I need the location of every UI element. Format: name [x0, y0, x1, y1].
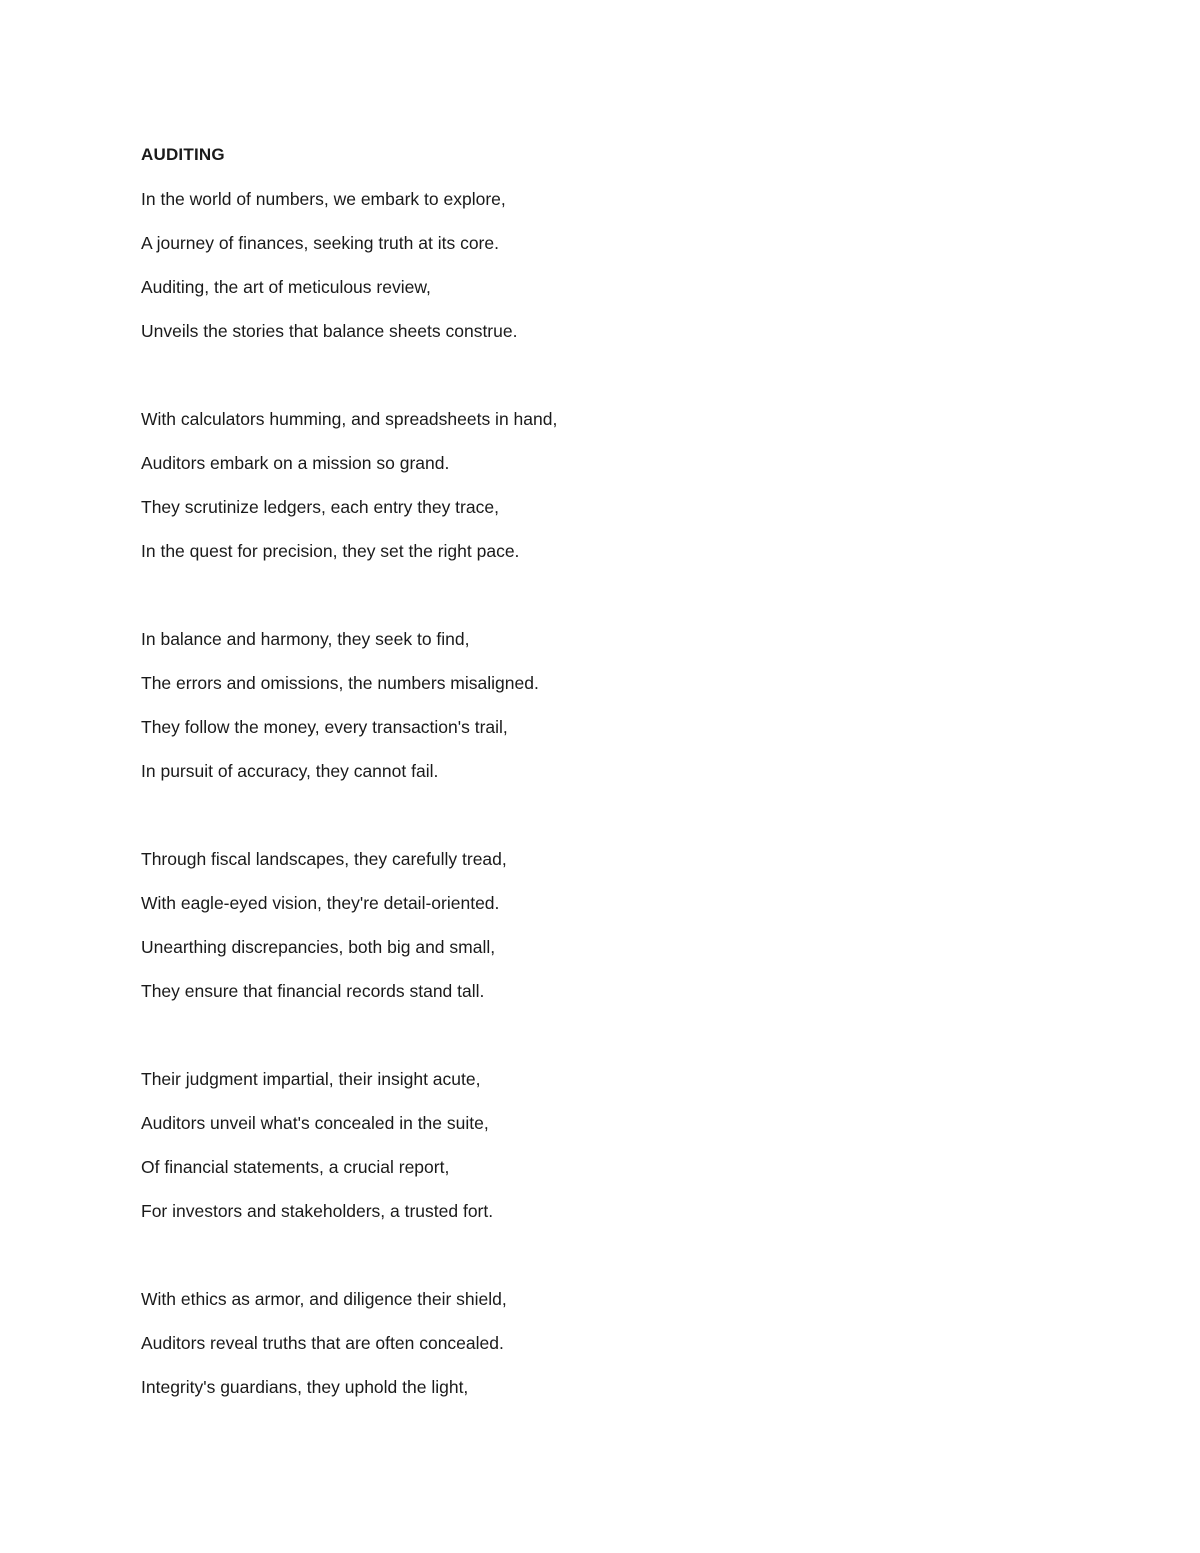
stanza-3: [141, 628, 557, 804]
stanza-5: [141, 1068, 557, 1244]
poem-line: Auditors embark on a mission so grand.: [141, 453, 450, 473]
poem-line: With ethics as armor, and diligence their shield,: [141, 1289, 507, 1309]
poem-line: Their judgment impartial, their insight acute,: [141, 1069, 481, 1089]
poem-line: Integrity's guardians, they uphold the light,: [141, 1377, 469, 1397]
poem-line: They ensure that financial records stand tall.: [141, 981, 485, 1001]
poem-line: They follow the money, every transaction's trail,: [141, 717, 508, 737]
poem-line: For investors and stakeholders, a trusted fort.: [141, 1201, 494, 1221]
stanza-2: [141, 408, 557, 584]
poem-line: A journey of finances, seeking truth at its core.: [141, 233, 499, 253]
poem-line: In the quest for precision, they set the right pace.: [141, 541, 520, 561]
poem-line: Unearthing discrepancies, both big and small,: [141, 937, 496, 957]
poem-line: The errors and omissions, the numbers misaligned.: [141, 673, 539, 693]
poem-line: In balance and harmony, they seek to find,: [141, 629, 470, 649]
poem-line: Auditing, the art of meticulous review,: [141, 277, 431, 297]
poem-line: Unveils the stories that balance sheets construe.: [141, 321, 518, 341]
poem-line: In the world of numbers, we embark to explore,: [141, 189, 506, 209]
poem-line: Of financial statements, a crucial report,: [141, 1157, 450, 1177]
stanza-4: [141, 848, 557, 1024]
poem-line: With calculators humming, and spreadsheets in hand,: [141, 409, 558, 429]
stanza-6: [141, 1288, 557, 1420]
stanza-1: [141, 188, 557, 364]
poem-line: With eagle-eyed vision, they're detail-oriented.: [141, 893, 500, 913]
poem-line: Through fiscal landscapes, they carefully tread,: [141, 849, 507, 869]
poem-line: In pursuit of accuracy, they cannot fail.: [141, 761, 439, 781]
document-title: AUDITING: [141, 145, 225, 164]
poem-line: They scrutinize ledgers, each entry they trace,: [141, 497, 499, 517]
poem-line: Auditors unveil what's concealed in the suite,: [141, 1113, 489, 1133]
poem-line: Auditors reveal truths that are often concealed.: [141, 1333, 504, 1353]
poem-body: [141, 188, 557, 1464]
